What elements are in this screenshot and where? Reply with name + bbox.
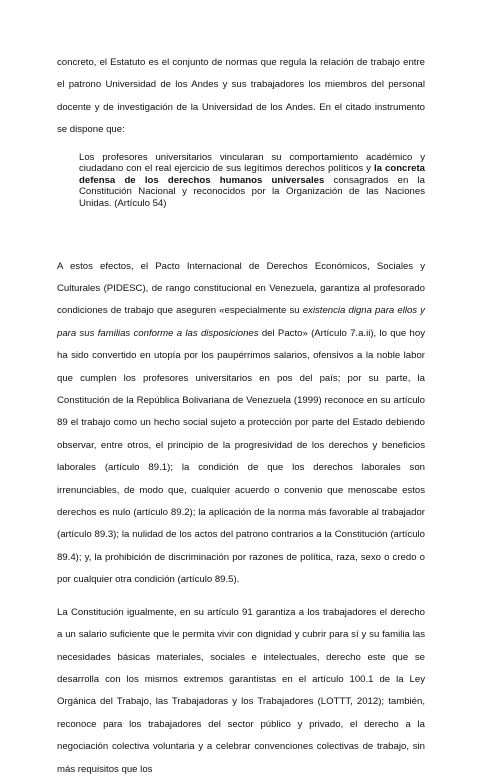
pidesc-italic-text: existencia digna para ellos y para sus familias conforme a las disposiciones xyxy=(57,305,425,339)
paragraph-pidesc xyxy=(57,256,425,592)
document-page xyxy=(57,52,425,781)
paragraph-estatuto: concreto, el Estatuto es el conjunto de normas que regula la relación de trabajo entre el patrono Universidad de los Andes y sus trabajadores los miembros del personal docente y de investigación de la Universidad de los Andes. En el citado instrumento se dispone que: xyxy=(57,57,425,136)
paragraph-constitucion-art-91: La Constitución igualmente, en su artículo 91 garantiza a los trabajadores el derecho a un salario suficiente que le permita vivir con dignidad y cubrir para sí y su familia las necesidades básicas materiales, sociales e intelectuales, derecho este que se desarrolla con los mismos extremos garantistas en el artículo 100.1 de la Ley Orgánica del Trabajo, las Trabajadoras y los Trabajadores (LOTTT, 2012); también, reconoce para los trabajadores del sector público y privado, el derecho a la negociación colectiva voluntaria y a celebrar convenciones colectivas de trabajo, sin más requisitos que los xyxy=(57,606,425,775)
quote-text-end: consagrados en la Constitución Nacional y reconocidos por la Organización de las Naciones Unidas. (Artículo 54) xyxy=(79,174,425,209)
quote-bold-text: la concreta defensa de los derechos humanos universales xyxy=(79,163,425,186)
pidesc-text-start: A estos efectos, el Pacto Internacional de Derechos Económicos, Sociales y Culturales (PIDESC), de rango constitucional en Venezuela, garantiza al profesorado condiciones de trabajo que aseguren «especialmente su xyxy=(57,260,425,317)
quote-text-start: Los profesores universitarios vincularan su comportamiento académico y ciudadano con el real ejercicio de sus legítimos derechos políticos y xyxy=(79,151,425,175)
pidesc-text-end: del Pacto» (Artículo 7.a.ii), lo que hoy ha sido convertido en utopía por los paupérrimos salarios, ofensivos a la noble labor que cumplen los profesores universitarios en pos del país; por su parte, la Constitución de la República Bolivariana de Venezuela (1999) reconoce en su artículo 89 el trabajo como un hecho social sujeto a protección por parte del Estado debiendo observar, entre otros, el principio de la progresividad de los derechos y beneficios laborales (artículo 89.1); la condición de que los derechos laborales son irrenunciables, de modo que, cualquier acuerdo o convenio que menoscabe estos derechos es nulo (artículo 89.2); la aplicación de la norma más favorable al trabajador (artículo 89.3); la nulidad de los actos del patrono contrarios a la Constitución (artículo 89.4); y, la prohibición de discriminación por razones de política, raza, sexo o credo o por cualquier otra condición (artículo 89.5). xyxy=(57,327,425,586)
block-quote-article-54 xyxy=(79,152,425,210)
